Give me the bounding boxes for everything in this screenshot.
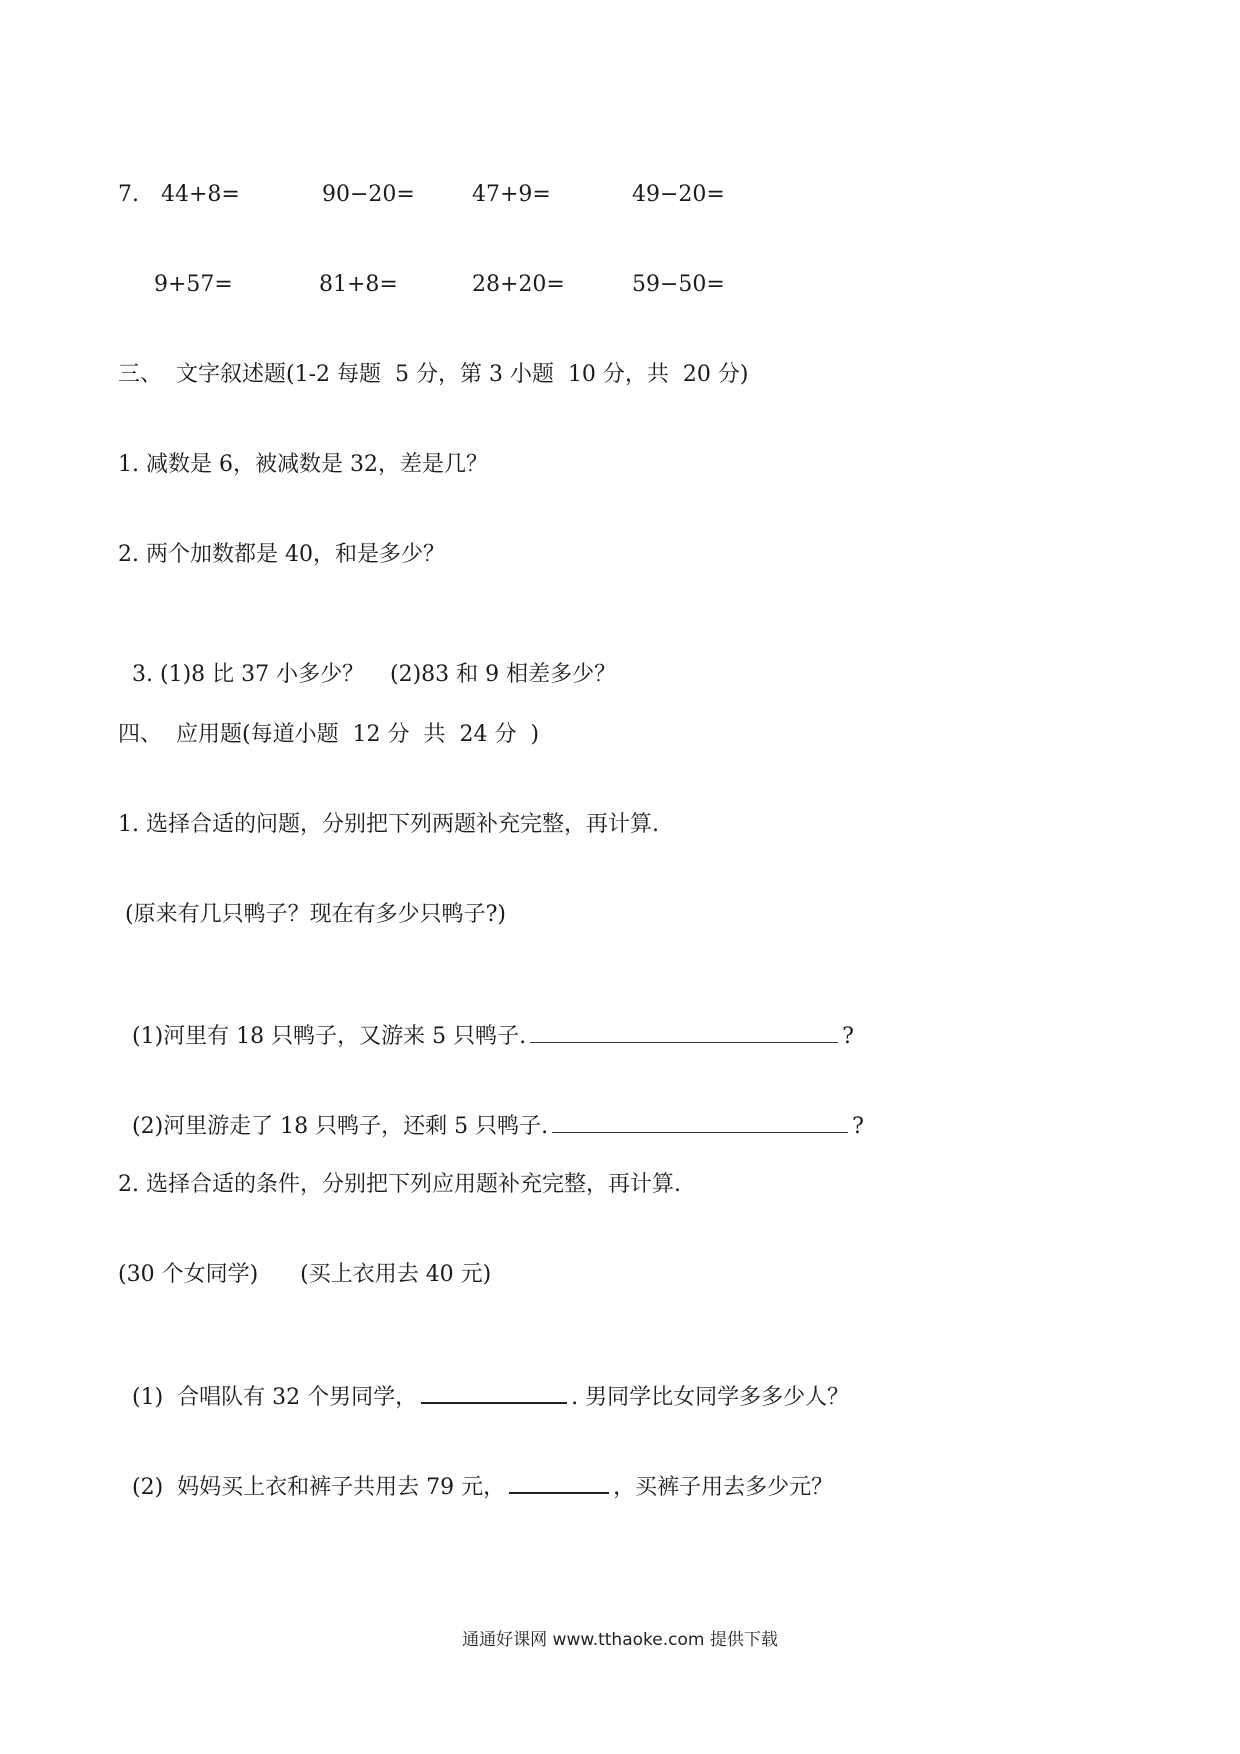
arithmetic-item: 47+9= (472, 182, 551, 207)
answer-blank[interactable] (509, 1470, 609, 1494)
section-4-heading: 四、 应用题(每道小题 12 分 共 24 分 ) (118, 722, 540, 747)
question-mark: ? (842, 1024, 854, 1049)
section-4-question-1-2 (118, 1080, 864, 1139)
page-footer: 通通好课网 www.tthaoke.com 提供下载 (462, 1630, 778, 1650)
section-3-question-3-part-1: 3. (1)8 比 37 小多少？ (132, 662, 365, 687)
arithmetic-item: 9+57= (154, 272, 233, 297)
arithmetic-item: 81+8= (319, 272, 398, 297)
section-4-question-2-1 (118, 1350, 850, 1410)
section-4-question-2-2 (118, 1440, 834, 1500)
section-3-question-2: 2. 两个加数都是 40，和是多少？ (118, 542, 445, 567)
question-text-end: . 男同学比女同学多多少人？ (571, 1385, 850, 1410)
answer-blank[interactable] (552, 1110, 848, 1133)
arithmetic-item: 28+20= (472, 272, 565, 297)
question-text: (1)河里有 18 只鸭子，又游来 5 只鸭子. (132, 1024, 527, 1049)
question-text: (1) 合唱队有 32 个男同学， (132, 1385, 418, 1410)
question-text-end: ，买裤子用去多少元？ (613, 1475, 834, 1500)
section-4-question-2-intro: 2. 选择合适的条件，分别把下列应用题补充完整，再计算. (118, 1172, 681, 1197)
section-4-question-1-options: (原来有几只鸭子？现在有多少只鸭子?) (118, 902, 506, 927)
section-3-question-3 (118, 630, 617, 687)
arithmetic-item: 49−20= (632, 182, 725, 207)
section-3-heading: 三、 文字叙述题(1-2 每题 5 分，第 3 小题 10 分，共 20 分) (118, 362, 749, 387)
question-number-7: 7. (118, 182, 139, 207)
arithmetic-item: 59−50= (632, 272, 725, 297)
section-3-question-3-part-2: (2)83 和 9 相差多少？ (390, 662, 617, 687)
answer-blank[interactable] (530, 1020, 838, 1043)
answer-blank[interactable] (421, 1380, 567, 1404)
question-text: (2) 妈妈买上衣和裤子共用去 79 元， (132, 1475, 506, 1500)
section-4-question-1-intro: 1. 选择合适的问题，分别把下列两题补充完整，再计算. (118, 812, 659, 837)
section-4-question-1-1 (118, 990, 854, 1049)
section-3-question-1: 1. 减数是 6，被减数是 32，差是几？ (118, 452, 488, 477)
arithmetic-item: 44+8= (161, 182, 240, 207)
question-text: (2)河里游走了 18 只鸭子，还剩 5 只鸭子. (132, 1114, 549, 1139)
question-mark: ? (852, 1114, 864, 1139)
section-4-question-2-options: (30 个女同学) (买上衣用去 40 元) (118, 1262, 492, 1287)
arithmetic-item: 90−20= (322, 182, 415, 207)
